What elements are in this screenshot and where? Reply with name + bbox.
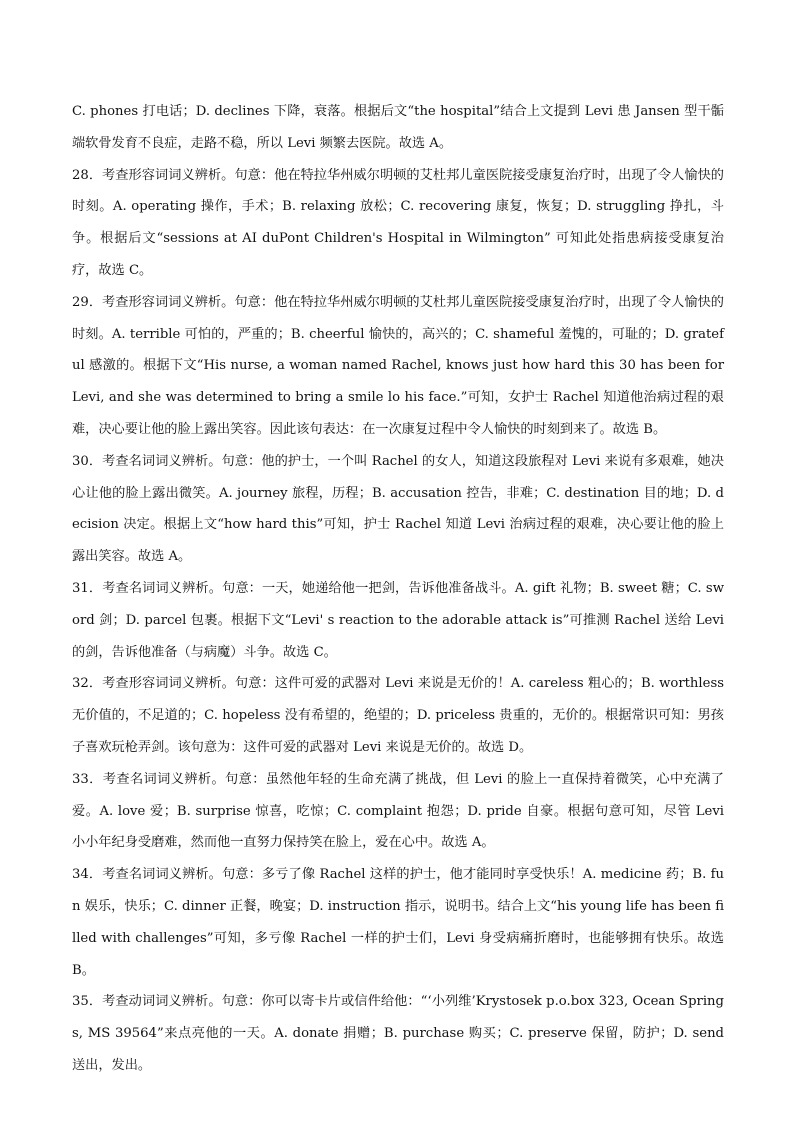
document-page: [72, 96, 724, 1082]
answer-explanation-29: 29．考查形容词词义辨析。句意：他在特拉华州威尔明顿的艾杜邦儿童医院接受康复治疗时，出现了令人愉快的时刻。A. terrible 可怕的，严重的；B. cheerful 愉快的，高兴的；C. shameful 羞愧的，可耻的；D. grateful 感激的。根据下文“His nurse, a woman named Rachel, knows just how hard this 30 has been for Levi, and she was determined to bring a smile lo his face.”可知，女护士 Rachel 知道他治病过程的艰难，决心要让他的脸上露出笑容。因此该句表达：在一次康复过程中令人愉快的时刻到来了。故选 B。: [72, 294, 724, 437]
answer-explanation-31: 31．考查名词词义辨析。句意：一天，她递给他一把剑，告诉他准备战斗。A. gift 礼物；B. sweet 糖；C. sword 剑；D. parcel 包裹。根据下文“Levi' s reaction to the adorable attack is”可推测 Rachel 送给 Levi 的剑，告诉他准备（与病魔）斗争。故选 C。: [72, 580, 724, 660]
answer-explanation-34: 34．考查名词词义辨析。句意：多亏了像 Rachel 这样的护士，他才能同时享受快乐！A. medicine 药；B. fun 娱乐，快乐；C. dinner 正餐，晚宴；D. instruction 指示，说明书。结合上文“his young life has been filled with challenges”可知，多亏像 Rachel 一样的护士们，Levi 身受病痛折磨时，也能够拥有快乐。故选 B。: [72, 867, 724, 978]
answer-explanation-28: 28．考查形容词词义辨析。句意：他在特拉华州威尔明顿的艾杜邦儿童医院接受康复治疗时，出现了令人愉快的时刻。A. operating 操作，手术；B. relaxing 放松；C. recovering 康复，恢复；D. struggling 挣扎，斗争。根据后文“sessions at AI duPont Children's Hospital in Wilmington” 可知此处指患病接受康复治疗，故选 C。: [72, 167, 724, 278]
answer-explanation-27-continued: C. phones 打电话；D. declines 下降，衰落。根据后文“the hospital”结合上文提到 Levi 患 Jansen 型干骺端软骨发育不良症，走路不稳，所以 Levi 频繁去医院。故选 A。: [72, 104, 724, 151]
answer-explanation-33: 33．考查名词词义辨析。句意：虽然他年轻的生命充满了挑战，但 Levi 的脸上一直保持着微笑，心中充满了爱。A. love 爱；B. surprise 惊喜，吃惊；C. complaint 抱怨；D. pride 自豪。根据句意可知，尽管 Levi 小小年纪身受磨难，然而他一直努力保持笑在脸上，爱在心中。故选 A。: [72, 771, 724, 851]
answer-explanation-35: 35．考查动词词义辨析。句意：你可以寄卡片或信件给他：“‘小列维’Krystosek p.o.box 323, Ocean Springs, MS 39564”来点亮他的一天。A. donate 捐赠；B. purchase 购买；C. preserve 保留，防护；D. send 送出，发出。: [72, 994, 724, 1073]
answer-explanation-30: 30．考查名词词义辨析。句意：他的护士，一个叫 Rachel 的女人，知道这段旅程对 Levi 来说有多艰难，她决心让他的脸上露出微笑。A. journey 旅程，历程；B. accusation 控告，非难；C. destination 目的地；D. decision 决定。根据上文“how hard this”可知，护士 Rachel 知道 Levi 治病过程的艰难，决心要让他的脸上露出笑容。故选 A。: [72, 453, 724, 565]
answer-explanation-32: 32．考查形容词词义辨析。句意：这件可爱的武器对 Levi 来说是无价的！A. careless 粗心的；B. worthless 无价值的，不足道的；C. hopeless 没有希望的，绝望的；D. priceless 贵重的，无价的。根据常识可知：男孩子喜欢玩枪弄剑。该句意为：这件可爱的武器对 Levi 来说是无价的。故选 D。: [72, 676, 724, 755]
